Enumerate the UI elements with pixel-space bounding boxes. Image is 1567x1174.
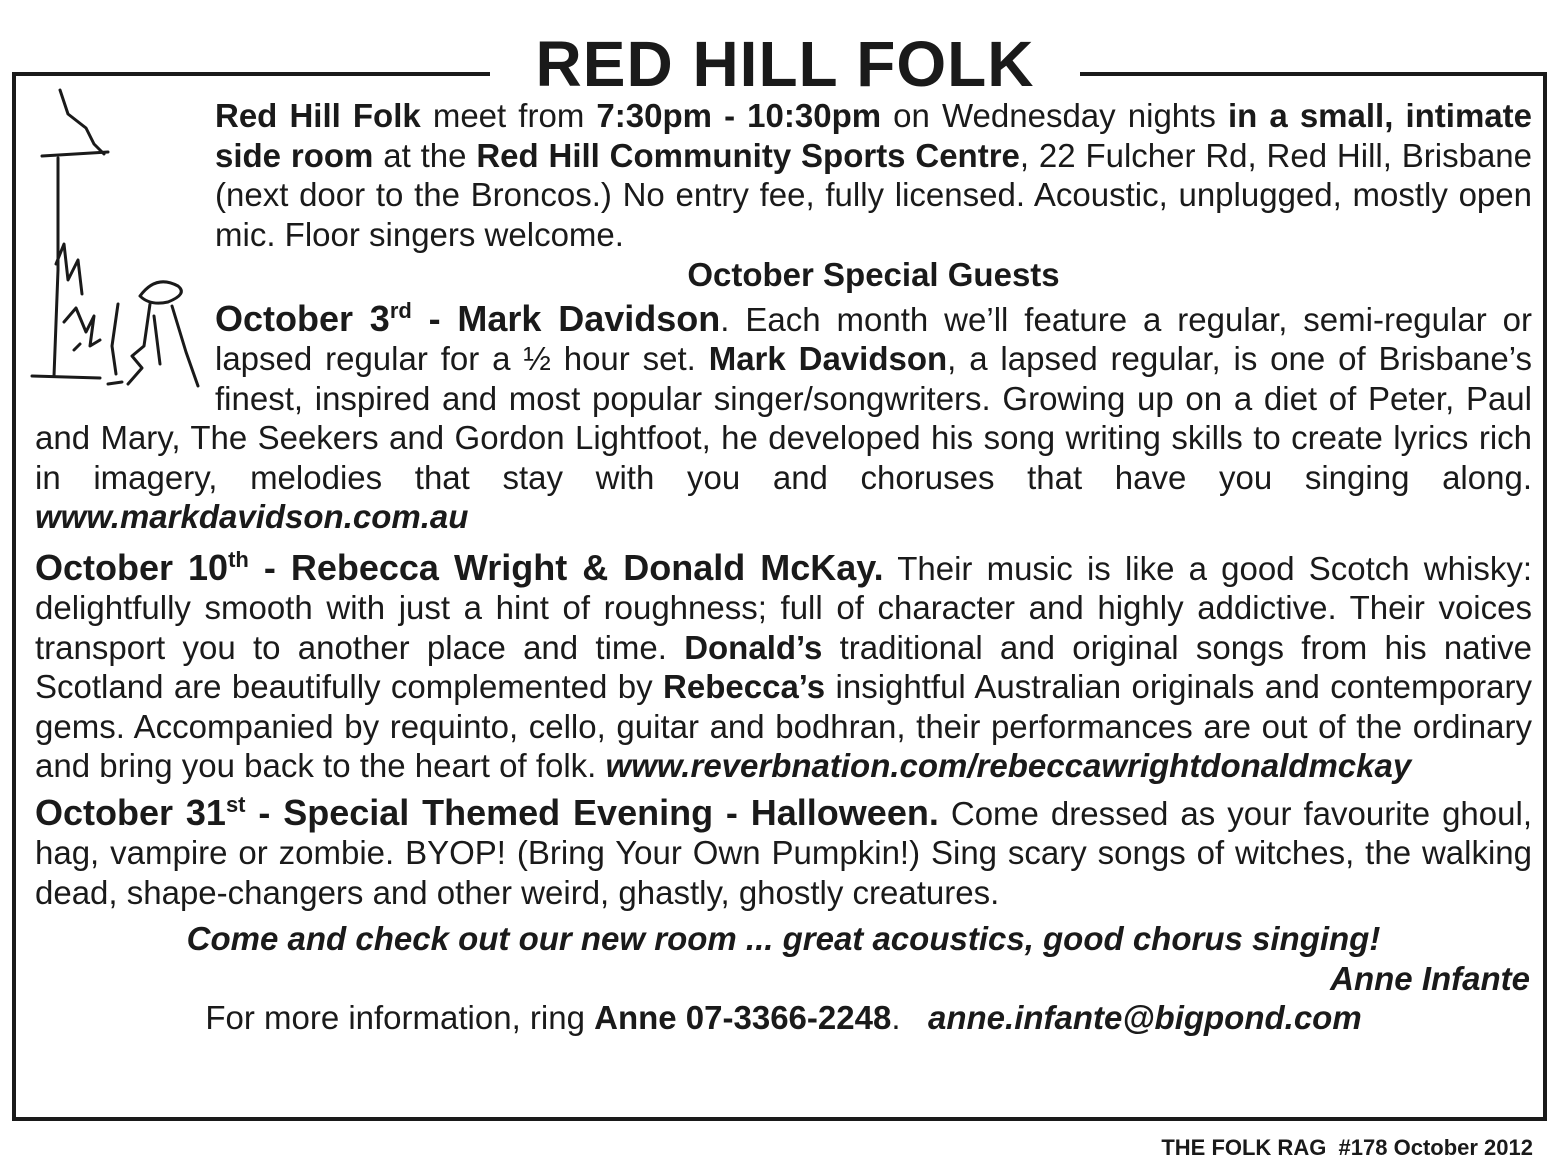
- event-text: traditional and original songs from his native Scotland are beautifully complemented by: [35, 628, 1532, 705]
- performer-name: Rebecca’s: [663, 668, 826, 705]
- performer-name: Donald’s: [684, 628, 823, 666]
- event-performer: - Mark Davidson: [411, 297, 721, 339]
- publication-footer: THE FOLK RAG #178 October 2012: [1161, 1135, 1533, 1160]
- website-link[interactable]: www.markdavidson.com.au: [35, 498, 469, 535]
- event-title: [215, 298, 720, 339]
- event-text: . Each month we’ll feature a regular, semi-regular or lapsed regular for a ½ hour set.: [215, 300, 1532, 377]
- contact-line: [35, 998, 1532, 1038]
- event-oct-31: [35, 793, 1532, 913]
- date-suffix: st: [225, 791, 246, 817]
- intro-text: , 22 Fulcher Rd, Red Hill, Brisbane (next door to the Broncos.) No entry fee, fully licensed. Acoustic, unplugged, mostly open mic. Floor singers welcome.: [215, 136, 1533, 253]
- event-date: October 3: [215, 297, 390, 339]
- sketch-spacer: [35, 96, 215, 391]
- event-performer: - Special Themed Evening - Halloween.: [245, 791, 939, 833]
- contact-separator: .: [891, 999, 928, 1036]
- event-text: insightful Australian originals and contemporary gems. Accompanied by requinto, cello, guitar and bodhran, their performances are out of the ordinary and bring you back to the heart of folk.: [35, 668, 1532, 784]
- performer-name: Mark Davidson: [708, 340, 948, 377]
- event-title: [35, 792, 939, 833]
- event-date: October 10: [35, 546, 229, 588]
- intro-paragraph: [35, 96, 1532, 254]
- event-date: October 31: [35, 791, 226, 833]
- venue-name: Red Hill Community Sports Centre: [476, 136, 1020, 174]
- guests-heading: October Special Guests: [687, 256, 1060, 293]
- date-suffix: rd: [389, 297, 412, 323]
- meeting-time: 7:30pm - 10:30pm: [596, 97, 882, 134]
- event-text: , a lapsed regular, is one of Brisbane’s finest, inspired and most popular singer/songwriters. Growing up on a diet of Peter, Paul and Mary, The Seekers and Gordon Lightfoot, he developed his song writing skills to create lyrics rich in imagery, melodies that stay with you and choruses that have you singing along.: [35, 340, 1532, 496]
- contact-email[interactable]: anne.infante@bigpond.com: [928, 999, 1362, 1036]
- website-link[interactable]: www.reverbnation.com/rebeccawrightdonaldmckay: [605, 747, 1412, 784]
- event-performer: - Rebecca Wright & Donald McKay.: [248, 546, 884, 588]
- event-oct-3: [35, 299, 1532, 537]
- contact-text: For more information, ring: [205, 999, 595, 1036]
- event-text: Their music is like a good Scotch whisky: delightfully smooth with just a hint of roughness; full of character and highly addictive. Their voices transport you to another place and time.: [35, 549, 1532, 666]
- event-title: [35, 547, 884, 588]
- event-text: Come dressed as your favourite ghoul, hag, vampire or zombie. BYOP! (Bring Your Own Pumpkin!) Sing scary songs of witches, the walking dead, shape-changers and other weird, ghastly, ghostly creatures.: [35, 794, 1532, 911]
- intro-text: on Wednesday nights: [881, 97, 1228, 134]
- room-description: in a small, intimate side room: [215, 97, 1533, 174]
- date-suffix: th: [228, 546, 249, 572]
- intro-text: at the: [373, 136, 477, 174]
- contact-phone: Anne 07-3366-2248: [594, 999, 892, 1036]
- signer-name: Anne Infante: [1330, 959, 1530, 997]
- intro-text: meet from: [420, 97, 597, 134]
- notice-body: [35, 96, 1532, 1038]
- tagline: Come and check out our new room ... great acoustics, good chorus singing!: [186, 920, 1381, 957]
- page-title: RED HILL FOLK: [490, 24, 1080, 104]
- org-name: Red Hill Folk: [215, 97, 421, 134]
- event-oct-10: [35, 548, 1532, 786]
